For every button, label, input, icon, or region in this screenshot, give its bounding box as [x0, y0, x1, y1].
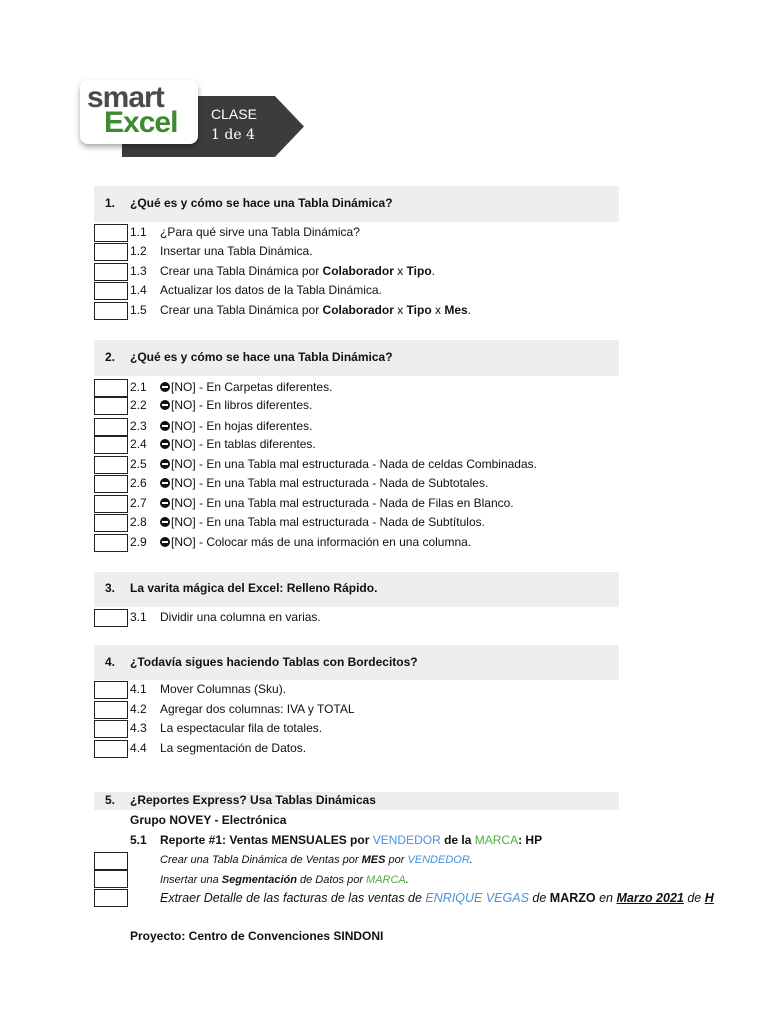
- section-title: La varita mágica del Excel: Relleno Rápido.: [130, 581, 378, 595]
- item-text: Crear una Tabla Dinámica por Colaborador x Tipo x Mes.: [160, 303, 472, 317]
- section-number: 1.: [105, 196, 116, 210]
- checkbox[interactable]: [94, 379, 128, 397]
- no-entry-icon: [160, 459, 170, 469]
- item-text: [NO] - En Carpetas diferentes.: [160, 380, 332, 394]
- no-entry-icon: [160, 517, 170, 527]
- checkbox[interactable]: [94, 740, 128, 758]
- logo-text-excel: Excel: [104, 106, 178, 139]
- checkbox[interactable]: [94, 263, 128, 281]
- checkbox[interactable]: [94, 302, 128, 320]
- item-number: 1.3: [130, 264, 147, 278]
- item-text: [NO] - En una Tabla mal estructurada - Nada de Subtotales.: [160, 476, 488, 490]
- checkbox[interactable]: [94, 889, 128, 907]
- checkbox[interactable]: [94, 282, 128, 300]
- task-text: Crear una Tabla Dinámica de Ventas por MES por VENDEDOR.: [160, 854, 473, 866]
- section-title: ¿Qué es y cómo se hace una Tabla Dinámica?: [130, 350, 393, 364]
- item-text: La espectacular fila de totales.: [160, 721, 323, 735]
- no-entry-icon: [160, 400, 170, 410]
- clase-label: CLASE: [211, 106, 257, 122]
- section-number: 5.: [105, 793, 116, 807]
- item-number: 2.7: [130, 496, 147, 510]
- no-entry-icon: [160, 478, 170, 488]
- checkbox[interactable]: [94, 436, 128, 454]
- report-title: Reporte #1: Ventas MENSUALES por VENDEDOR de la MARCA: HP: [160, 833, 543, 847]
- checkbox[interactable]: [94, 609, 128, 627]
- item-number: 4.3: [130, 721, 147, 735]
- group-label: Grupo NOVEY - Electrónica: [130, 813, 287, 827]
- report-number: 5.1: [130, 833, 147, 847]
- item-number: 3.1: [130, 610, 147, 624]
- task-text: Insertar una Segmentación de Datos por MARCA.: [160, 874, 409, 886]
- item-number: 2.9: [130, 535, 147, 549]
- no-entry-icon: [160, 439, 170, 449]
- checkbox[interactable]: [94, 514, 128, 532]
- item-text: ¿Para qué sirve una Tabla Dinámica?: [160, 225, 360, 239]
- item-text: [NO] - Colocar más de una información en una columna.: [160, 535, 471, 549]
- item-text: [NO] - En una Tabla mal estructurada - Nada de Filas en Blanco.: [160, 496, 514, 510]
- item-text: Agregar dos columnas: IVA y TOTAL: [160, 702, 355, 716]
- item-text: Mover Columnas (Sku).: [160, 682, 287, 696]
- item-number: 4.2: [130, 702, 147, 716]
- item-text: Insertar una Tabla Dinámica.: [160, 244, 313, 258]
- project-label: Proyecto: Centro de Convenciones SINDONI: [130, 929, 384, 943]
- no-entry-icon: [160, 537, 170, 547]
- item-text: [NO] - En libros diferentes.: [160, 398, 312, 412]
- item-number: 2.8: [130, 515, 147, 529]
- logo-text-smart: smart: [87, 81, 164, 114]
- item-text: La segmentación de Datos.: [160, 741, 307, 755]
- checkbox[interactable]: [94, 397, 128, 415]
- item-number: 1.4: [130, 283, 147, 297]
- item-text: [NO] - En una Tabla mal estructurada - Nada de Subtítulos.: [160, 515, 485, 529]
- item-text: Dividir una columna en varias.: [160, 610, 321, 624]
- item-number: 2.5: [130, 457, 147, 471]
- section-number: 4.: [105, 655, 116, 669]
- item-text: [NO] - En una Tabla mal estructurada - Nada de celdas Combinadas.: [160, 457, 537, 471]
- clase-progress: 1 de 4: [211, 127, 255, 143]
- section-number: 2.: [105, 350, 116, 364]
- no-entry-icon: [160, 382, 170, 392]
- no-entry-icon: [160, 498, 170, 508]
- checkbox[interactable]: [94, 720, 128, 738]
- checkbox[interactable]: [94, 243, 128, 261]
- checkbox[interactable]: [94, 495, 128, 513]
- item-number: 2.4: [130, 437, 147, 451]
- item-number: 4.4: [130, 741, 147, 755]
- item-text: Actualizar los datos de la Tabla Dinámica.: [160, 283, 382, 297]
- checkbox[interactable]: [94, 852, 128, 870]
- checkbox[interactable]: [94, 870, 128, 888]
- item-number: 4.1: [130, 682, 147, 696]
- section-title: ¿Qué es y cómo se hace una Tabla Dinámica?: [130, 196, 393, 210]
- item-number: 2.3: [130, 419, 147, 433]
- item-number: 2.6: [130, 476, 147, 490]
- item-number: 2.1: [130, 380, 147, 394]
- section-number: 3.: [105, 581, 116, 595]
- checkbox[interactable]: [94, 418, 128, 436]
- item-number: 1.2: [130, 244, 147, 258]
- checkbox[interactable]: [94, 701, 128, 719]
- item-text: [NO] - En hojas diferentes.: [160, 419, 312, 433]
- checkbox[interactable]: [94, 456, 128, 474]
- checkbox[interactable]: [94, 475, 128, 493]
- checkbox[interactable]: [94, 224, 128, 242]
- item-number: 2.2: [130, 398, 147, 412]
- task-text: Extraer Detalle de las facturas de las ventas de ENRIQUE VEGAS de MARZO en Marzo 2021 de H: [160, 891, 714, 905]
- checkbox[interactable]: [94, 534, 128, 552]
- item-number: 1.5: [130, 303, 147, 317]
- checkbox[interactable]: [94, 681, 128, 699]
- item-text: [NO] - En tablas diferentes.: [160, 437, 316, 451]
- section-title: ¿Todavía sigues haciendo Tablas con Bordecitos?: [130, 655, 418, 669]
- no-entry-icon: [160, 421, 170, 431]
- item-number: 1.1: [130, 225, 147, 239]
- item-text: Crear una Tabla Dinámica por Colaborador x Tipo.: [160, 264, 435, 278]
- section-title: ¿Reportes Express? Usa Tablas Dinámicas: [130, 793, 376, 807]
